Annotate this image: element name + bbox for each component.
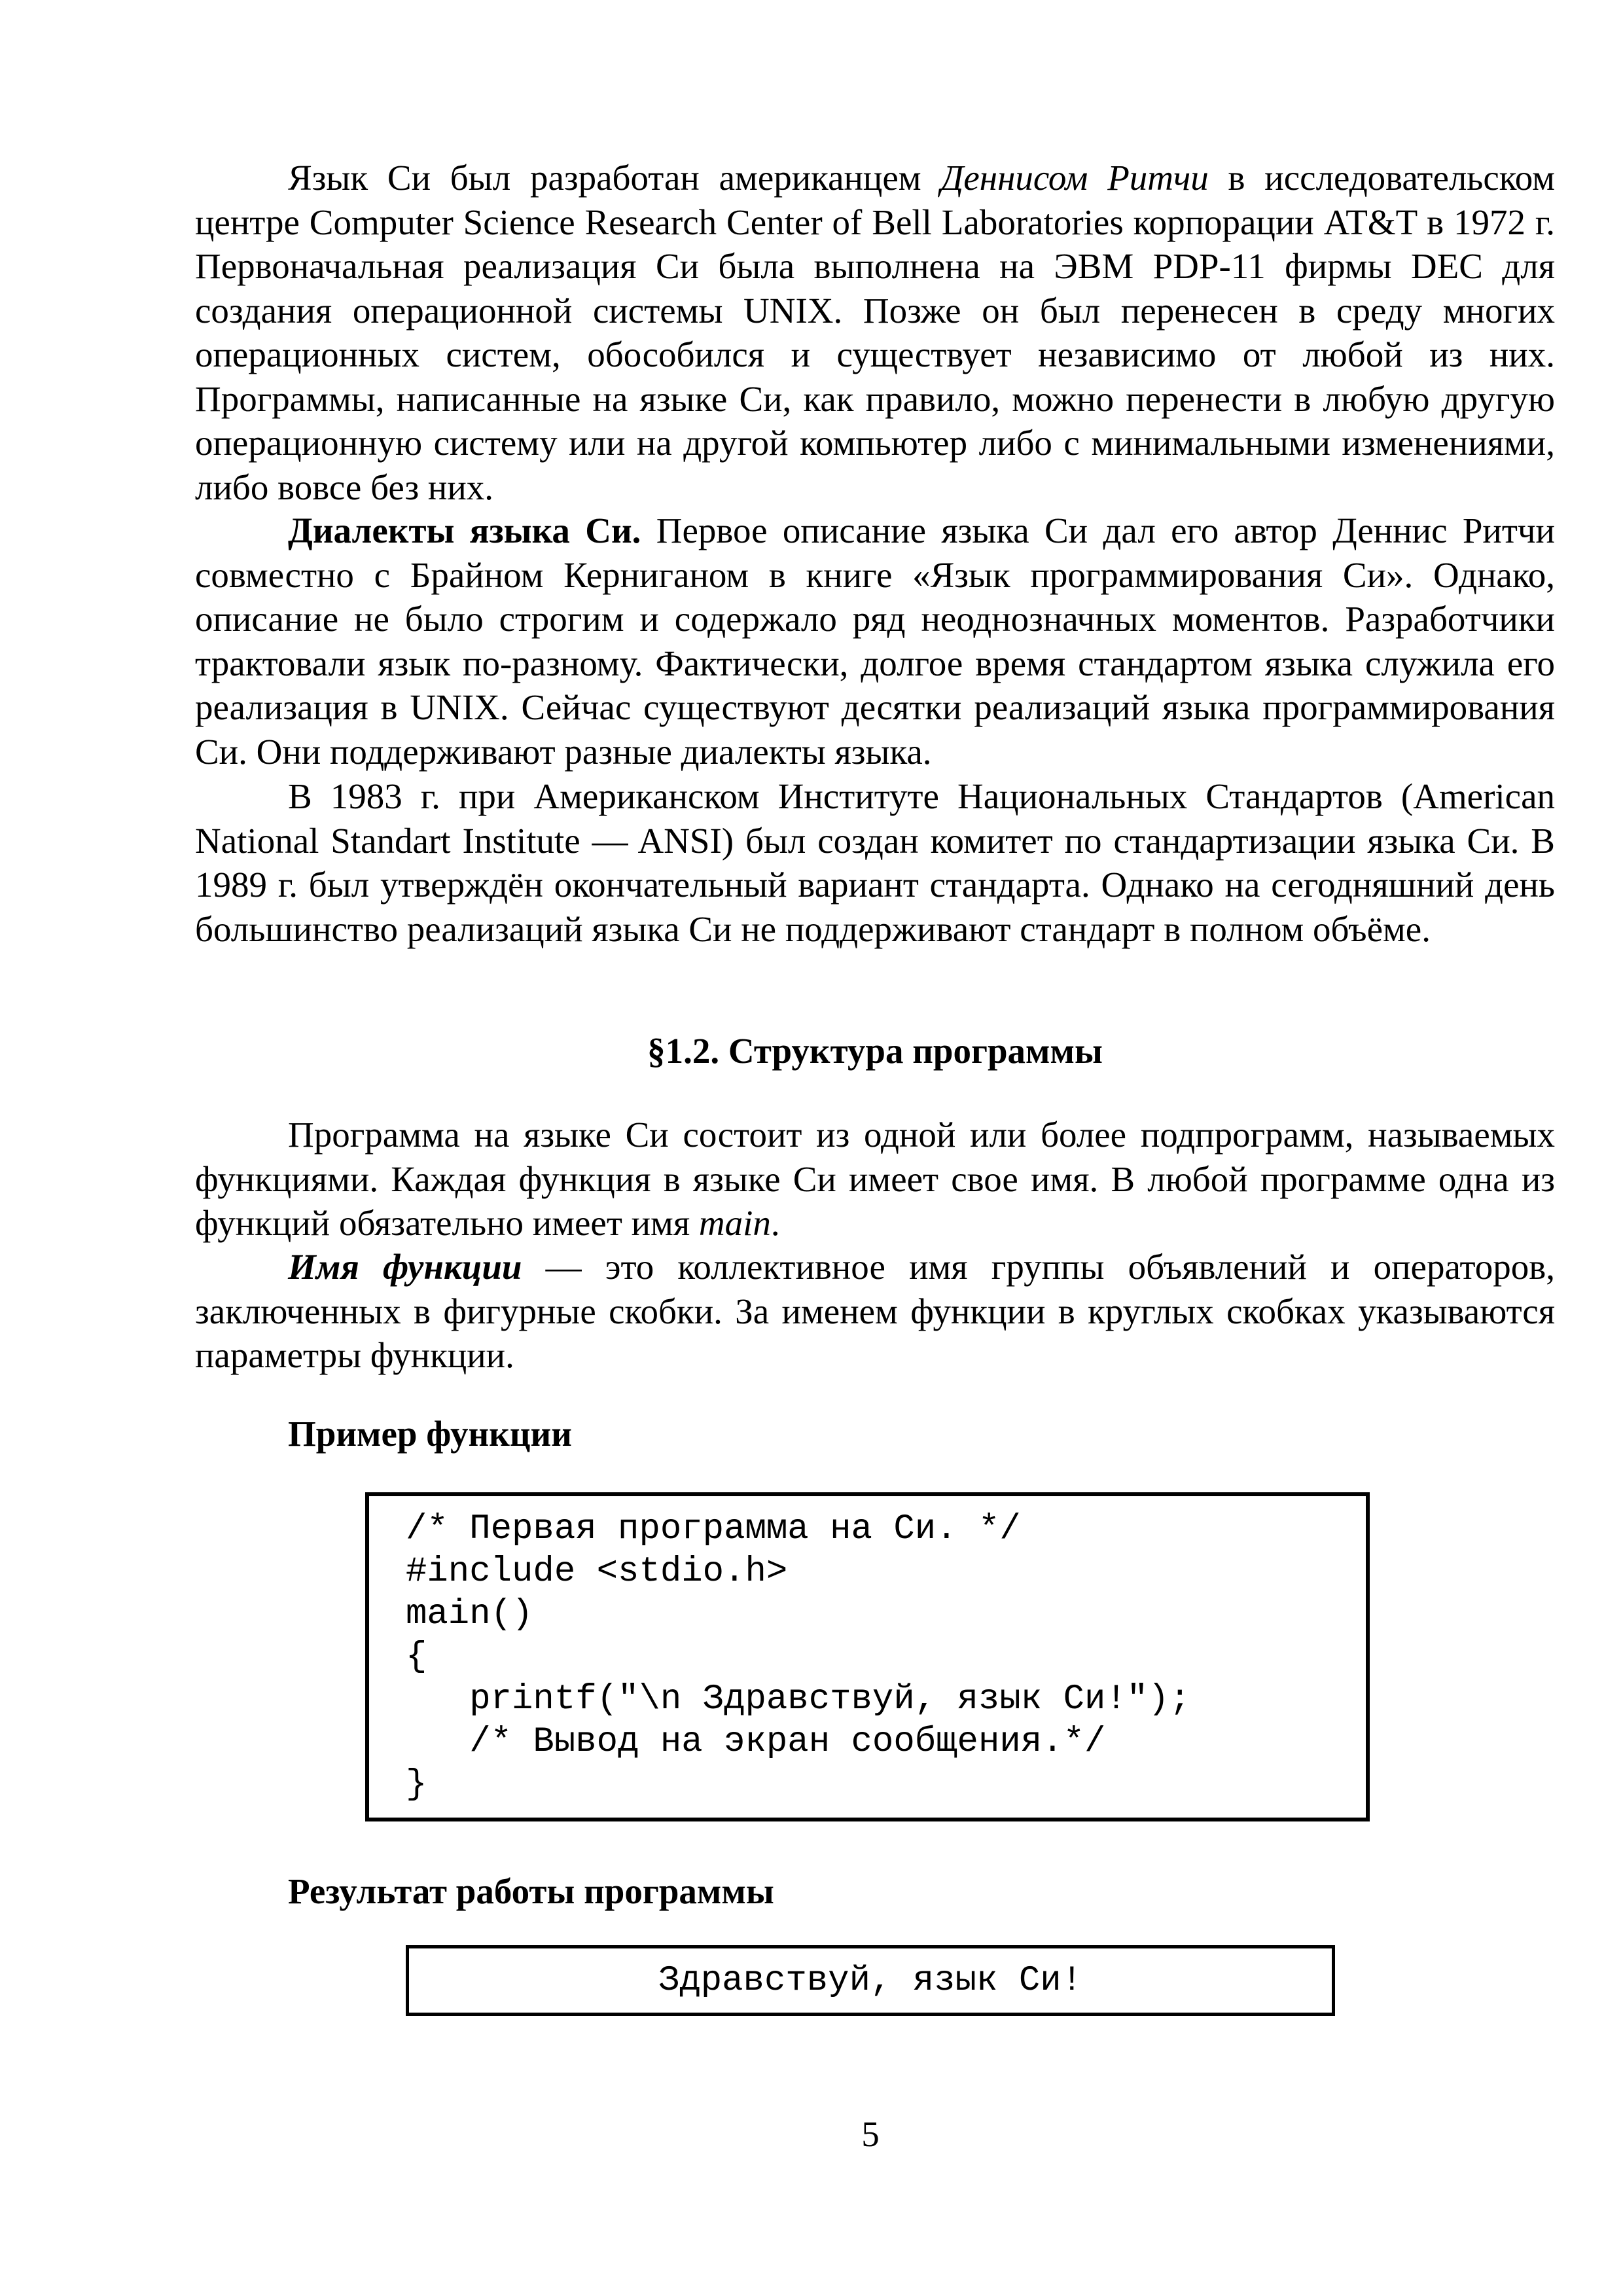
text: — это коллективное имя группы объявлений и операторов, заключенных в фигурные скобки. За именем функции в круглых скобках указываются параметры функции. [195,1247,1555,1375]
paragraph-dialects [195,509,1555,774]
paragraph-ansi [195,774,1555,951]
result-heading: Результат работы программы [288,1871,774,1911]
section-title: §1.2. Структура программы [647,1031,1103,1071]
text: Программа на языке Си состоит из одной или более подпрограмм, называемых функциями. Каждая функция в языке Си имеет свое имя. В любой программе одна из функций обязательно имеет имя [195,1115,1555,1243]
main-keyword: main [698,1203,771,1243]
text: В 1983 г. при Американском Институте Национальных Стандартов (American National Standart Institute — ANSI) был создан комитет по стандартизации языка Си. В 1989 г. был утверждён окончательный вариант стандарта. Однако на сегодняшний день большинство реализаций языка Си не поддерживают стандарт в полном объёме. [195,776,1555,949]
program-output: Здравствуй, язык Си! [658,1960,1083,2001]
code-listing-box [365,1492,1370,1821]
text: в исследовательском центре Computer Science Research Center of Bell Laboratories корпорации AT&T в 1972 г. Первоначальная реализация Си была выполнена на ЭВМ PDP-11 фирмы DEC для создания операционной системы UNIX. Позже он был перенесен в среду многих операционных систем, обособился и существует независимо от любой из них. Программы, написанные на языке Си, как правило, можно перенести в любую другую операционную систему или на другой компьютер либо с минимальными изменениями, либо вовсе без них. [195,158,1555,507]
paragraph-function-name [195,1245,1555,1378]
term-function-name: Имя функции [288,1247,522,1287]
program-output-box [406,1945,1335,2016]
example-heading: Пример функции [288,1414,572,1454]
text: . [770,1203,780,1243]
paragraph-history [195,156,1555,509]
paragraph-program-structure [195,1113,1555,1246]
page-number: 5 [861,2114,880,2154]
author-name: Деннисом Ритчи [940,158,1209,198]
text: Первое описание языка Си дал его автор Деннис Ритчи совместно с Брайном Керниганом в книге «Язык программирования Си». Однако, описание не было строгим и содержало ряд неоднозначных моментов. Разработчики трактовали язык по-разному. Фактически, долгое время стандартом языка служила его реализация в UNIX. Сейчас существуют десятки реализаций языка программирования Си. Они поддерживают разные диалекты языка. [195,511,1555,772]
text: Язык Си был разработан американцем [288,158,941,198]
term-dialects: Диалекты языка Си. [288,511,641,550]
code-listing: /* Первая программа на Си. */ #include <stdio.h> main() { printf("\n Здравствуй, язык Си!"); /* Вывод на экран сообщения.*/ } [406,1509,1190,1804]
